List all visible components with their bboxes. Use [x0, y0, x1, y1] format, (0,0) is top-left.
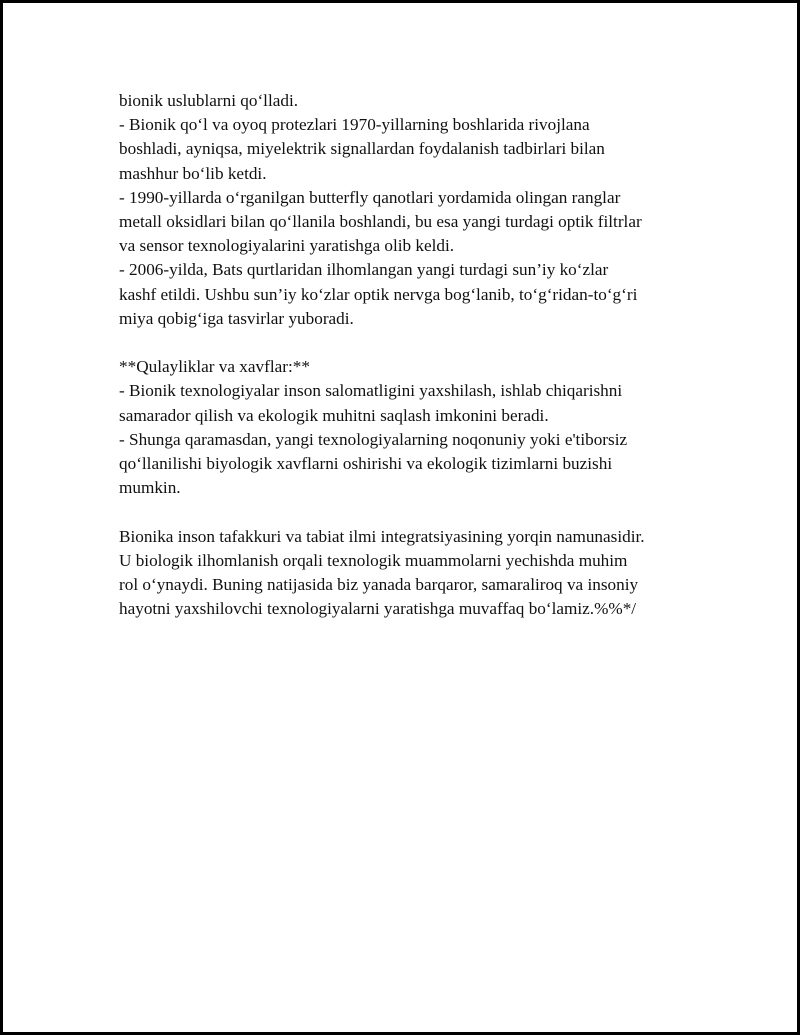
text-line: va sensor texnologiyalarini yaratishga olib keldi.	[119, 236, 455, 256]
paragraph-gap	[119, 331, 699, 355]
text-line: qo‘llanilishi biyologik xavflarni oshirishi va ekologik tizimlarni buzishi	[119, 454, 613, 474]
text-line: miya qobig‘iga tasvirlar yuboradi.	[119, 308, 354, 328]
text-line: - 1990-yillarda o‘rganilgan butterfly qanotlari yordamida olingan ranglar	[119, 187, 621, 207]
text-line: - 2006-yilda, Bats qurtlaridan ilhomlangan yangi turdagi sun’iy ko‘zlar	[119, 260, 609, 280]
text-line: mumkin.	[119, 478, 181, 498]
section-heading: **Qulayliklar va xavflar:**	[119, 357, 310, 377]
text-line: boshladi, ayniqsa, miyelektrik signallardan foydalanish tadbirlari bilan	[119, 139, 605, 159]
text-line: - Bionik qo‘l va oyoq protezlari 1970-yillarning boshlarida rivojlana	[119, 115, 590, 135]
text-line: metall oksidlari bilan qo‘llanila boshlandi, bu esa yangi turdagi optik filtrlar	[119, 212, 642, 232]
text-line: - Shunga qaramasdan, yangi texnologiyalarning noqonuniy yoki e'tiborsiz	[119, 429, 628, 449]
text-line: U biologik ilhomlanish orqali texnologik muammolarni yechishda muhim	[119, 550, 628, 570]
text-line: bionik uslublarni qo‘lladi.	[119, 91, 299, 110]
text-line: hayotni yaxshilovchi texnologiyalarni yaratishga muvaffaq bo‘lamiz.%%*/	[119, 599, 637, 619]
text-line: - Bionik texnologiyalar inson salomatligini yaxshilash, ishlab chiqarishni	[119, 381, 623, 401]
text-line: samarador qilish va ekologik muhitni saqlash imkonini beradi.	[119, 405, 549, 425]
paragraph-gap	[119, 500, 699, 524]
text-line: Bionika inson tafakkuri va tabiat ilmi integratsiyasining yorqin namunasidir.	[119, 526, 645, 546]
text-line: mashhur bo‘lib ketdi.	[119, 163, 267, 183]
text-line: kashf etildi. Ushbu sun’iy ko‘zlar optik nervga bog‘lanib, to‘g‘ridan-to‘g‘ri	[119, 284, 638, 304]
document-body	[119, 89, 699, 621]
text-line: rol o‘ynaydi. Buning natijasida biz yanada barqaror, samaraliroq va insoniy	[119, 575, 639, 595]
